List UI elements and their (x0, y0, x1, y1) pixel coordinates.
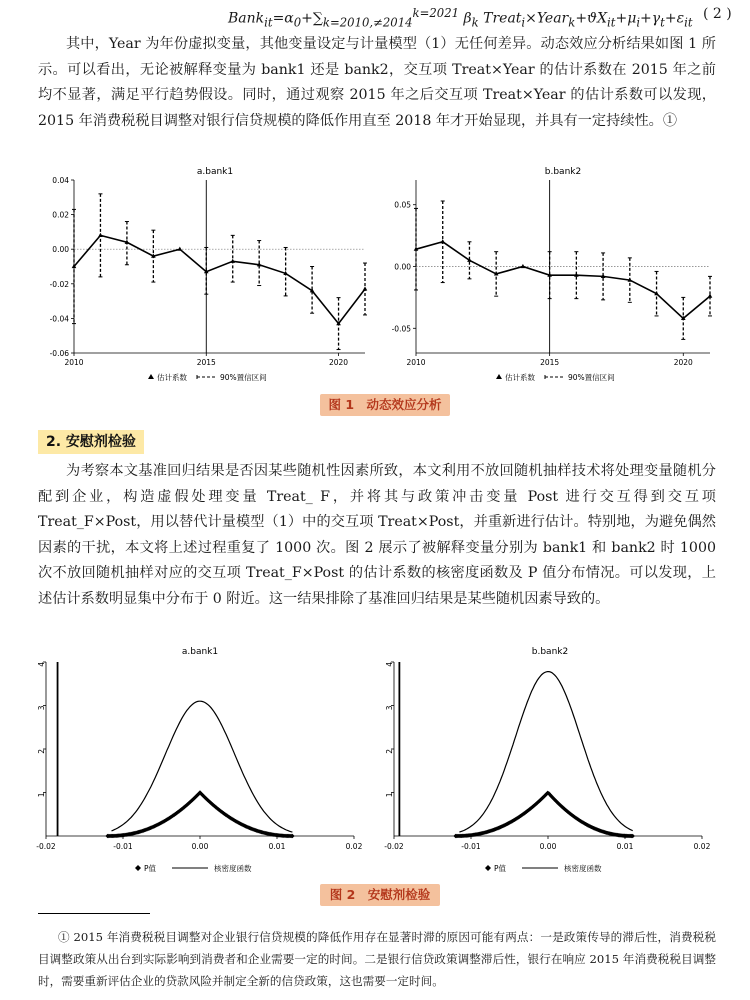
estimate-point (98, 233, 103, 237)
estimate-line (74, 235, 365, 323)
estimate-line (416, 242, 710, 319)
figure-2-legend (135, 863, 252, 873)
x-tick-label: 2020 (328, 358, 349, 367)
figure-2-svg (30, 638, 720, 878)
legend-estimate-marker (148, 374, 154, 379)
paragraph-2-text: 为考察本文基准回归结果是否因某些随机性因素所致，本文利用不放回随机抽样技术将处理变量随机分配到企业，构造虚假处理变量 Treat_ F，并将其与政策冲击变量 Post 进行交互得到交互项 Treat_F×Post，用以替代计量模型（1）中的交互项 Treat×Post，并重新进行估计。特别地，为避免偶然因素的干扰，本文将上述过程重复了 1000 次。图 2 展示了被解释变量分别为 bank1 和 bank2 时 1000 次不放回随机抽样对应的交互项 Treat_F×Post 的估计系数的核密度函数及 P 值分布情况。可以发现，上述估计系数明显集中分布于 0 附近。这一结果排除了基准回归结果是某些随机因素导致的。 (38, 463, 716, 607)
x-tick-label: 2015 (540, 358, 560, 367)
y-tick-label: -0.02 (49, 279, 69, 289)
figure-1-legend (148, 372, 267, 382)
figure-1 (30, 158, 720, 390)
estimate-point (178, 247, 183, 251)
y-tick-label: 0.04 (52, 176, 69, 185)
y-tick-label: 4 (37, 662, 46, 667)
x-tick-label: -0.02 (36, 842, 56, 851)
equation-2 (0, 2, 750, 28)
y-tick-label: -0.05 (391, 324, 411, 334)
y-tick-label: 0.05 (394, 200, 411, 210)
y-tick-label: 0.00 (394, 262, 411, 272)
footnote-divider (38, 913, 150, 914)
y-tick-label: 3 (37, 705, 46, 711)
y-tick-label: 0.00 (52, 245, 69, 255)
x-tick-label: 0.01 (268, 842, 286, 851)
y-tick-label: -0.06 (49, 349, 69, 358)
legend-estimate-label: 估计系数 (157, 373, 187, 382)
kde-curve (112, 701, 293, 832)
figure-2-caption: 图 2 安慰剂检验 (320, 884, 440, 906)
x-tick-label: 0.02 (345, 842, 363, 851)
legend-ci-label: 90%置信区间 (568, 373, 615, 382)
y-tick-label: 2 (37, 749, 46, 754)
x-tick-label: 0.00 (191, 842, 209, 851)
x-tick-label: 2010 (64, 358, 84, 367)
figure-1-caption: 图 1 动态效应分析 (320, 394, 450, 416)
legend-p-label: P值 (144, 864, 157, 873)
legend-p-label: P值 (494, 864, 507, 873)
paragraph-1-text: 其中，Year 为年份虚拟变量，其他变量设定与计量模型（1）无任何差异。动态效应分析结果如图 1 所示。可以看出，无论被解释变量为 bank1 还是 bank2，交互项 Treat×Year 的估计系数在 2015 年之前均不显著，满足平行趋势假设。同时，通过观察 2015 年之后交互项 Treat×Year 的估计系数可以发现，2015 年消费税税目调整对银行信贷规模的降低作用直至 2018 年才开始显现，并具有一定持续性。① (38, 36, 716, 129)
y-tick-label: 1 (37, 792, 46, 798)
legend-kde-label: 核密度函数 (564, 864, 602, 873)
y-tick-label: 0.02 (52, 210, 69, 220)
figure-1-legend (496, 372, 615, 382)
x-tick-label: 0.02 (693, 842, 711, 851)
x-tick-label: -0.01 (461, 842, 481, 851)
panel-title: a.bank1 (181, 647, 219, 657)
x-tick-label: 2015 (196, 358, 216, 367)
legend-kde-label: 核密度函数 (214, 864, 252, 873)
y-tick-label: 1 (385, 792, 394, 798)
legend-p-marker (135, 865, 141, 871)
x-tick-label: 0.00 (539, 842, 557, 851)
legend-estimate-label: 估计系数 (505, 373, 535, 382)
figure-2-legend (485, 863, 602, 873)
estimate-point (708, 294, 713, 298)
estimate-point (363, 286, 368, 290)
footnote (38, 926, 716, 992)
y-tick-label: -0.04 (49, 314, 69, 324)
panel-title: b.bank2 (531, 647, 569, 657)
x-tick-label: -0.01 (113, 842, 133, 851)
x-tick-label: 0.01 (616, 842, 634, 851)
panel-title: a.bank1 (196, 167, 234, 177)
x-tick-label: 2010 (406, 358, 426, 367)
figure-1-svg (30, 158, 720, 390)
kde-curve (459, 672, 632, 833)
footnote-text: ① 2015 年消费税税目调整对企业银行信贷规模的降低作用存在显著时滞的原因可能有两点：一是政策传导的滞后性，消费税税目调整政策从出台到实际影响到消费者和企业需要一定的时间。二是银行信贷政策调整滞后性，银行在响应 2015 年消费税税目调整时，需要重新评估企业的贷款风险并制定全新的信贷政策，这也需要一定时间。 (38, 930, 716, 988)
x-tick-label: -0.02 (384, 842, 404, 851)
y-tick-label: 2 (385, 749, 394, 754)
legend-ci-label: 90%置信区间 (220, 373, 267, 382)
legend-p-marker (485, 865, 491, 871)
equation-body: $Bank_{it}=\alpha_0+\sum_{k=2010,\ne 2014}^{k=2021}$ $\beta_k$ $Treat_i\times Year_k+ϑX_{it}+\mu_i+\gamma_t+\varepsilon_{it}$ (228, 6, 693, 30)
density-panel (384, 647, 710, 851)
figure-2 (30, 638, 720, 878)
paragraph-dynamic-effect (38, 32, 716, 134)
density-panel (36, 647, 362, 851)
estimate-point (440, 239, 445, 243)
section-heading-placebo: 2. 安慰剂检验 (38, 430, 144, 454)
panel-title: b.bank2 (544, 167, 582, 177)
paragraph-placebo (38, 459, 716, 612)
coef-panel (392, 167, 713, 367)
equation-number: ( 2 ) (703, 6, 732, 22)
x-tick-label: 2020 (673, 358, 693, 367)
estimate-point (521, 264, 526, 268)
coef-panel (50, 167, 368, 367)
y-tick-label: 4 (385, 662, 394, 667)
legend-estimate-marker (496, 374, 502, 379)
y-tick-label: 3 (385, 705, 394, 711)
